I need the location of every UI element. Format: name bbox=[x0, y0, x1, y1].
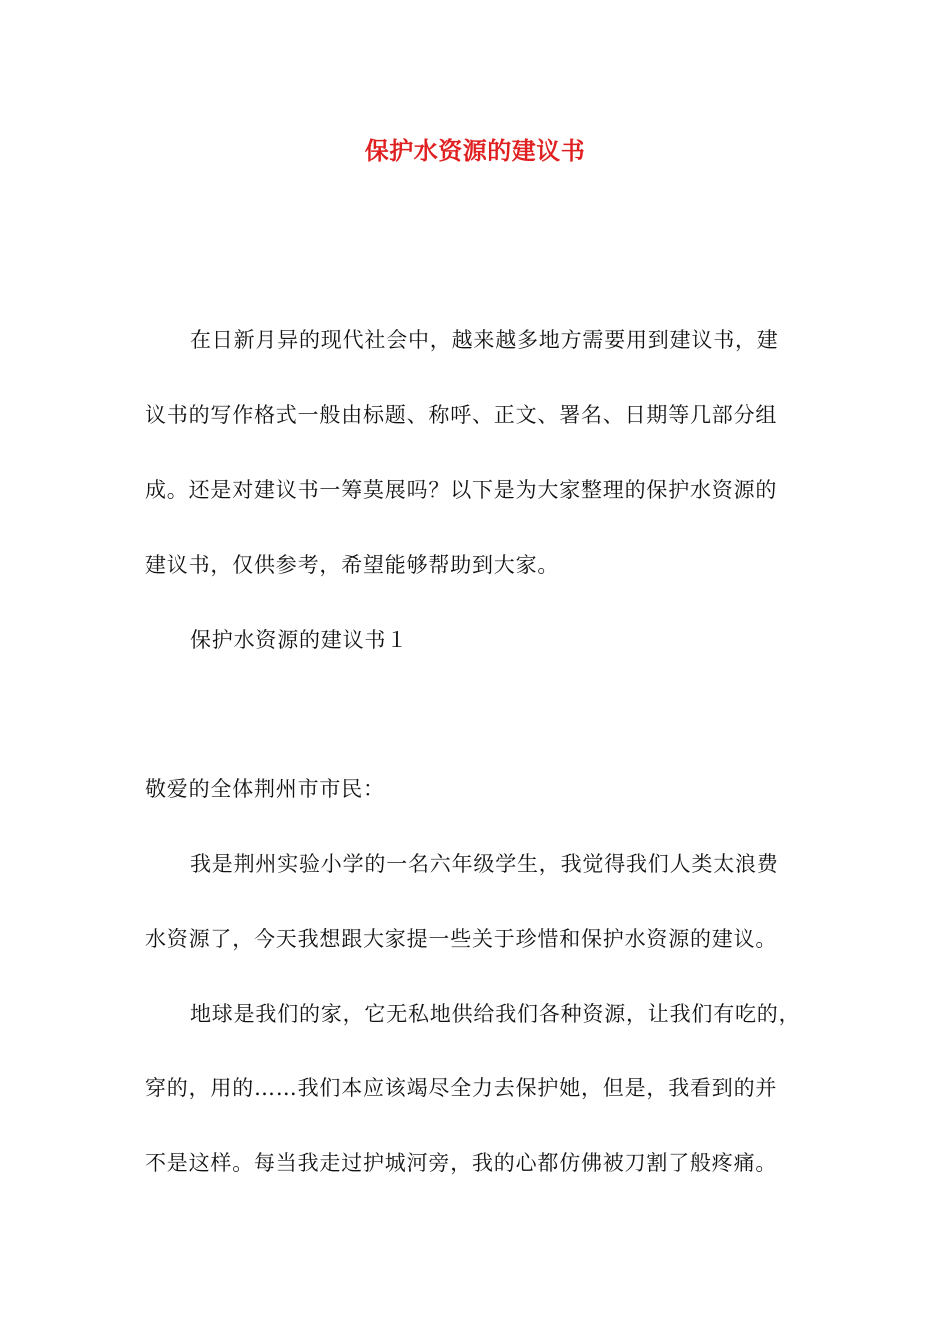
paragraph-line: 我是荆州实验小学的一名六年级学生，我觉得我们人类太浪费 bbox=[190, 852, 779, 876]
paragraph-line: 水资源了，今天我想跟大家提一些关于珍惜和保护水资源的建议。 bbox=[145, 927, 778, 951]
document-title: 保护水资源的建议书 bbox=[364, 136, 586, 165]
paragraph-line: 在日新月异的现代社会中，越来越多地方需要用到建议书，建 bbox=[190, 328, 779, 352]
section-heading: 保护水资源的建议书１ bbox=[190, 628, 408, 652]
paragraph-line: 议书的写作格式一般由标题、称呼、正文、署名、日期等几部分组 bbox=[145, 403, 778, 427]
paragraph-line: 不是这样。每当我走过护城河旁，我的心都仿佛被刀割了般疼痛。 bbox=[145, 1151, 778, 1175]
paragraph-line: 穿的，用的……我们本应该竭尽全力去保护她，但是，我看到的并 bbox=[145, 1076, 778, 1100]
paragraph-line: 成。还是对建议书一筹莫展吗？以下是为大家整理的保护水资源的 bbox=[145, 478, 778, 502]
salutation: 敬爱的全体荆州市市民： bbox=[145, 777, 385, 801]
paragraph-line: 建议书，仅供参考，希望能够帮助到大家。 bbox=[145, 553, 560, 577]
paragraph-line: 地球是我们的家，它无私地供给我们各种资源，让我们有吃的， bbox=[190, 1002, 801, 1026]
